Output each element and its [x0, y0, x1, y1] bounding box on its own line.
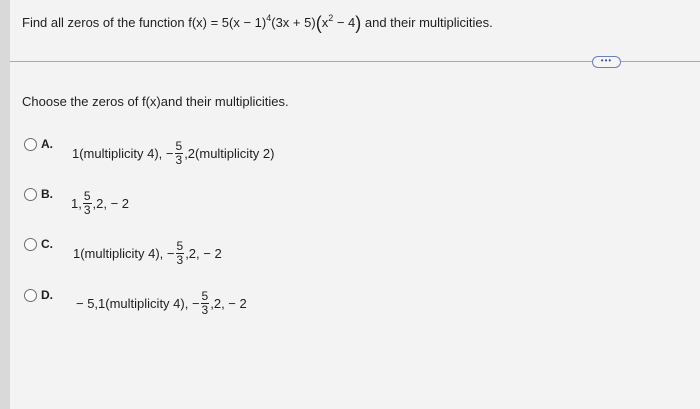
option-a-letter: A.: [41, 137, 53, 151]
option-c-pre: 1(multiplicity 4), −: [73, 246, 175, 261]
radio-c[interactable]: [24, 238, 37, 251]
option-c-text: [73, 240, 222, 267]
numerator: 5: [201, 289, 209, 303]
question-text: [22, 13, 493, 34]
denominator: 3: [175, 153, 183, 167]
option-b-letter: B.: [41, 187, 53, 201]
question-factor: (3x + 5): [271, 15, 316, 30]
exponent-2: 2: [328, 13, 334, 23]
option-b-pre: 1,: [71, 196, 82, 211]
paren-close: ): [355, 13, 362, 33]
option-d-pre: − 5,1(multiplicity 4), −: [76, 296, 200, 311]
x-squared-base: x: [321, 15, 329, 30]
question-prefix: Find all zeros of the function f(x) = 5(x − 1): [22, 15, 267, 30]
question-panel: [10, 0, 700, 409]
fraction: [83, 190, 92, 217]
option-a-text: [72, 140, 274, 167]
denominator: 3: [201, 303, 209, 317]
option-c-post: ,2, − 2: [185, 246, 222, 261]
option-d-letter: D.: [41, 288, 53, 302]
option-d-post: ,2, − 2: [210, 296, 247, 311]
option-a-pre: 1(multiplicity 4), −: [72, 146, 174, 161]
denominator: 3: [83, 203, 91, 217]
fraction: [175, 140, 184, 167]
fraction: [201, 290, 210, 317]
option-d-text: [76, 290, 247, 317]
fraction: [176, 240, 185, 267]
denominator: 3: [176, 253, 184, 267]
paren-open: (: [315, 13, 322, 33]
numerator: 5: [176, 239, 184, 253]
prompt-text: Choose the zeros of f(x)and their multiplicities.: [22, 94, 289, 109]
x-squared-tail: − 4: [333, 15, 356, 30]
exponent-4: 4: [266, 13, 272, 23]
option-c-letter: C.: [41, 237, 53, 251]
option-b-post: ,2, − 2: [92, 196, 130, 211]
more-options-button[interactable]: •••: [592, 56, 621, 68]
option-b-text: [71, 190, 129, 217]
option-a-post: ,2(multiplicity 2): [184, 146, 275, 161]
radio-d[interactable]: [24, 289, 37, 302]
numerator: 5: [175, 139, 183, 153]
question-suffix: and their multiplicities.: [361, 15, 493, 30]
radio-b[interactable]: [24, 188, 37, 201]
numerator: 5: [83, 189, 91, 203]
radio-a[interactable]: [24, 138, 37, 151]
